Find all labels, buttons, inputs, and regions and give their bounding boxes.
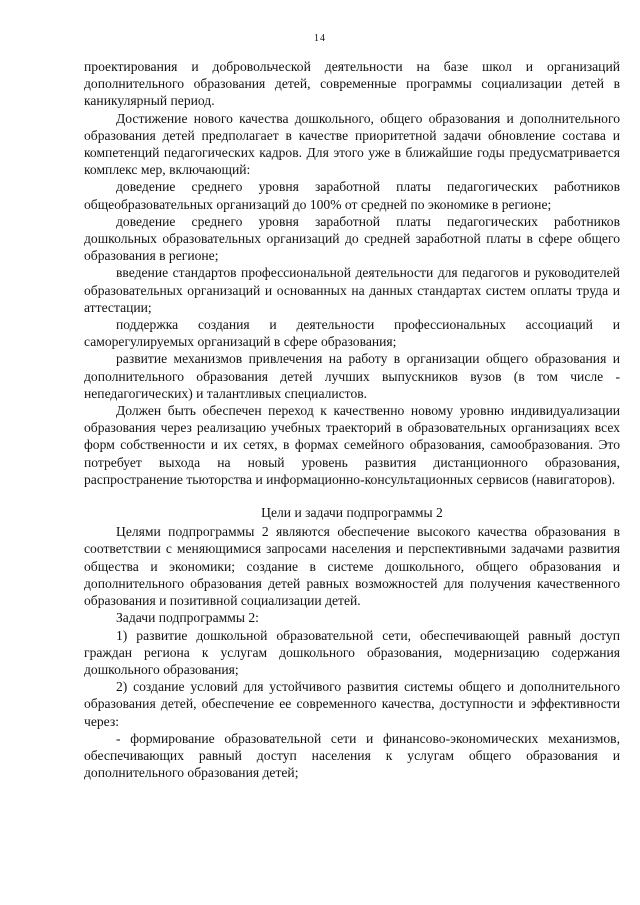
paragraph: Задачи подпрограммы 2:: [116, 610, 259, 626]
list-item: - формирование образовательной сети и финансово-экономических механизмов, обеспечивающих равный доступ населения к услугам общего образования и дополнительного образования детей;: [84, 730, 620, 781]
page-number: 14: [314, 33, 326, 44]
list-item: введение стандартов профессиональной деятельности для педагогов и руководителей образовательных организаций и основанных на данных стандартах систем оплаты труда и аттестации;: [84, 265, 620, 315]
paragraph: Достижение нового качества дошкольного, общего образования и дополнительного образования детей предполагает в качестве приоритетной задачи обновление состава и компетенций педагогических кадров. Для этого уже в ближайшие годы предусматривается комплекс мер, включающий:: [84, 110, 620, 178]
paragraph: Должен быть обеспечен переход к качественно новому уровню индивидуализации образования через реализацию учебных траекторий в образовательных организациях всех форм собственности и их сетях, в формах семейного образования, самообразования. Это потребует выхода на новый уровень развития дистанционного образования, распространение тьюторства и информационно-консультационных сервисов (навигаторов).: [84, 403, 620, 487]
list-item: 2) создание условий для устойчивого развития системы общего и дополнительного образования детей, обеспечение ее современного качества, доступности и эффективности через:: [84, 679, 620, 729]
paragraph: Целями подпрограммы 2 являются обеспечение высокого качества образования в соответствии с меняющимися запросами населения и перспективными задачами развития общества и экономики; создание в системе дошкольного, общего образования и дополнительного образования детей равных возможностей для получения качественного образования и позитивной социализации детей.: [84, 524, 620, 609]
section-heading: Цели и задачи подпрограммы 2: [261, 505, 443, 521]
paragraph: проектирования и добровольческой деятельности на базе школ и организаций дополнительного образования детей, современные программы социализации детей в каникулярный период.: [84, 59, 620, 109]
list-item: 1) развитие дошкольной образовательной сети, обеспечивающей равный доступ граждан региона к услугам дошкольного образования, модернизацию содержания дошкольного образования;: [84, 627, 620, 677]
list-item: развитие механизмов привлечения на работу в организации общего образования и дополнительного образования детей лучших выпускников вузов (в том числе - непедагогических) и талантливых специалистов.: [84, 351, 620, 401]
list-item: доведение среднего уровня заработной платы педагогических работников дошкольных образовательных организаций до средней заработной платы в сфере общего образования в регионе;: [84, 213, 620, 264]
document-body: [84, 58, 620, 781]
list-item: поддержка создания и деятельности профессиональных ассоциаций и саморегулируемых организаций в сфере образования;: [84, 317, 620, 350]
list-item: доведение среднего уровня заработной платы педагогических работников общеобразовательных организаций до 100% от средней по экономике в регионе;: [84, 179, 620, 212]
